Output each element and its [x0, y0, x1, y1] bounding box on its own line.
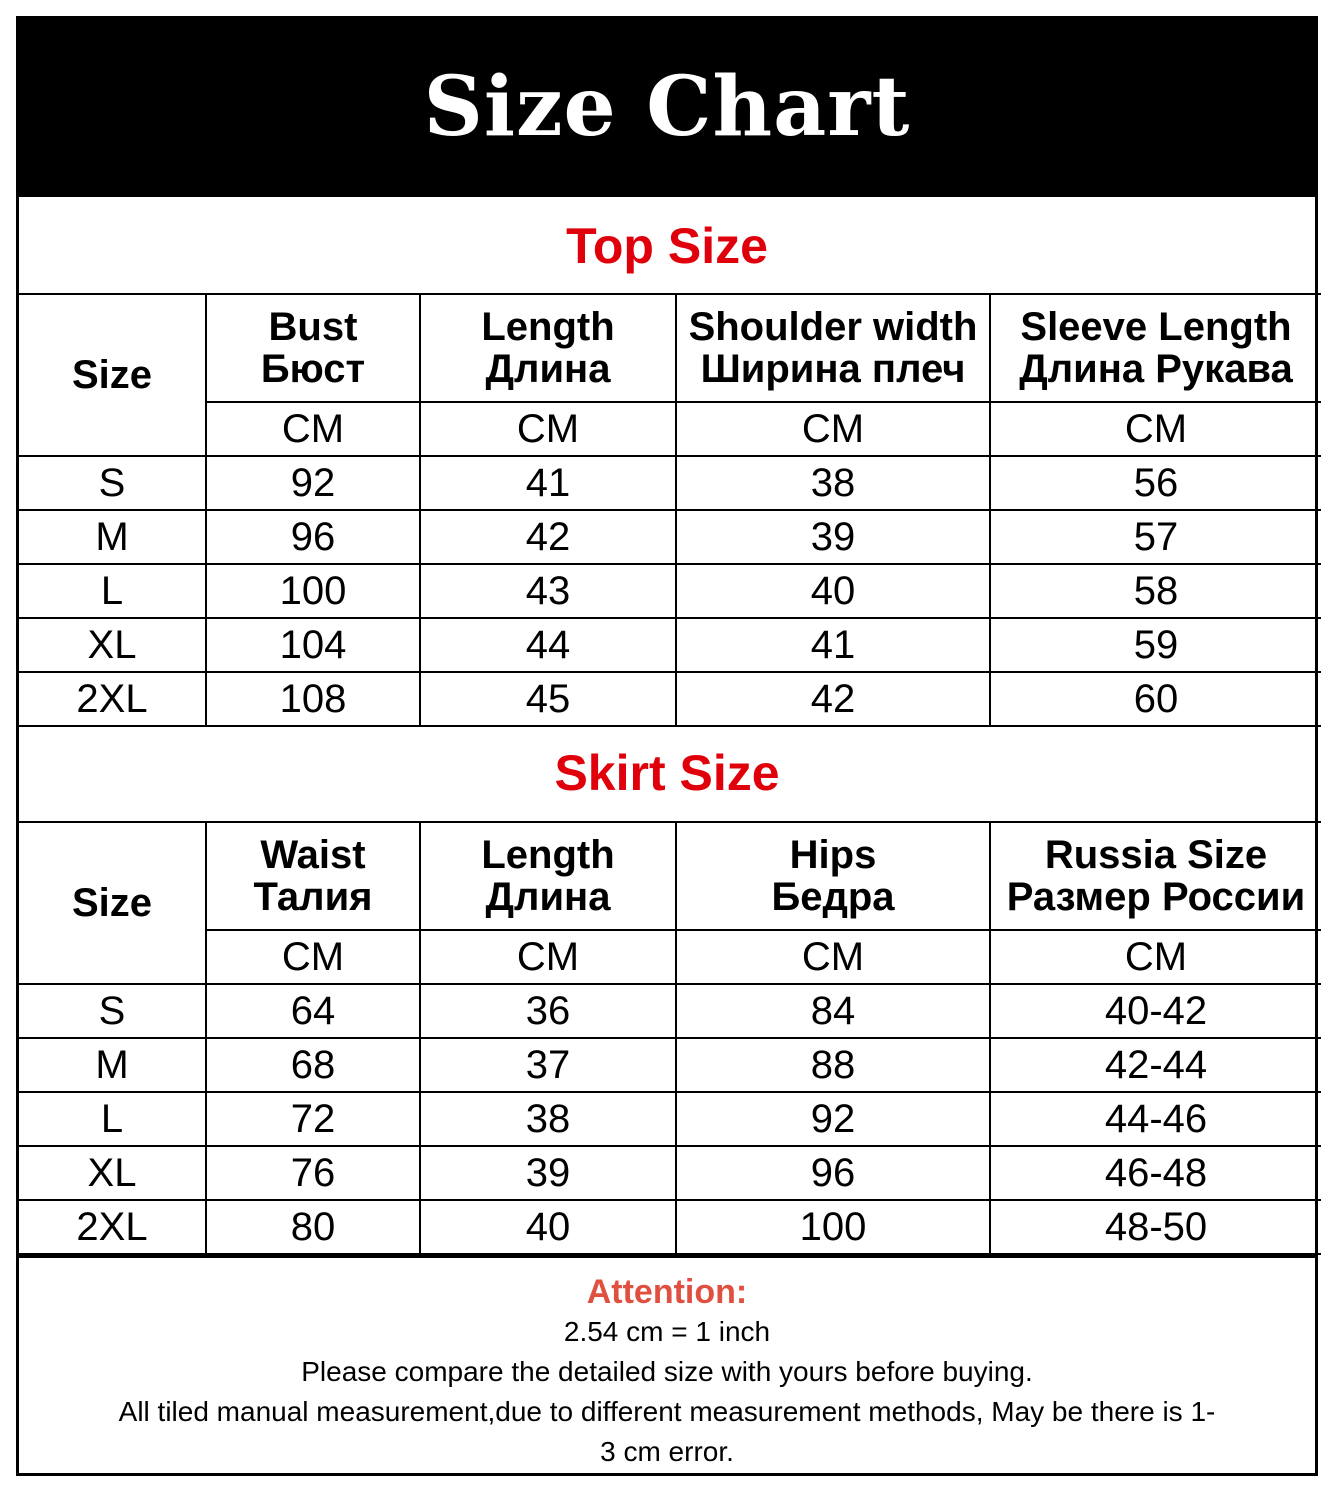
attention-line: 2.54 cm = 1 inch: [563, 1316, 771, 1347]
size-cell: M: [19, 1038, 206, 1092]
value-cell: 40-42: [990, 984, 1321, 1038]
skirt-col-header-russia-size: Russia Size Размер России: [990, 822, 1321, 930]
attention-line: All tiled manual measurement,due to different measurement methods, May be there is 1-: [118, 1396, 1216, 1427]
skirt-header-row: [19, 822, 1321, 930]
value-cell: 56: [990, 456, 1321, 510]
top-col-header-sleeve: Sleeve Length Длина Рукава: [990, 294, 1321, 402]
size-cell: L: [19, 564, 206, 618]
unit-cell: CM: [990, 402, 1321, 456]
value-cell: 59: [990, 618, 1321, 672]
table-row: [19, 1146, 1321, 1200]
attention-title: Attention:: [586, 1273, 748, 1311]
unit-cell: CM: [420, 402, 676, 456]
value-cell: 41: [676, 618, 990, 672]
value-cell: 96: [206, 510, 420, 564]
unit-cell: CM: [676, 402, 990, 456]
value-cell: 80: [206, 1200, 420, 1254]
value-cell: 45: [420, 672, 676, 726]
table-row: [19, 456, 1321, 510]
attention-section: [19, 1255, 1315, 1479]
top-col-header-bust: Bust Бюст: [206, 294, 420, 402]
table-row: [19, 1200, 1321, 1254]
top-size-table: [19, 293, 1321, 727]
top-col-header-shoulder: Shoulder width Ширина плеч: [676, 294, 990, 402]
value-cell: 92: [206, 456, 420, 510]
attention-line: 3 cm error.: [600, 1436, 734, 1467]
value-cell: 92: [676, 1092, 990, 1146]
value-cell: 46-48: [990, 1146, 1321, 1200]
value-cell: 57: [990, 510, 1321, 564]
value-cell: 84: [676, 984, 990, 1038]
page-title: Size Chart: [423, 58, 911, 155]
top-col-header-length: Length Длина: [420, 294, 676, 402]
size-cell: XL: [19, 1146, 206, 1200]
unit-cell: CM: [676, 930, 990, 984]
skirt-size-header: Size: [19, 822, 206, 984]
skirt-col-header-length: Length Длина: [420, 822, 676, 930]
value-cell: 38: [676, 456, 990, 510]
size-cell: 2XL: [19, 1200, 206, 1254]
skirt-col-header-hips: Hips Бедра: [676, 822, 990, 930]
top-size-title: Top Size: [19, 194, 1315, 294]
table-row: [19, 618, 1321, 672]
value-cell: 42-44: [990, 1038, 1321, 1092]
table-row: [19, 672, 1321, 726]
size-cell: 2XL: [19, 672, 206, 726]
top-unit-row: [19, 402, 1321, 456]
size-chart-frame: [16, 16, 1318, 1476]
value-cell: 42: [676, 672, 990, 726]
size-cell: M: [19, 510, 206, 564]
skirt-size-title: Skirt Size: [554, 745, 780, 801]
value-cell: 76: [206, 1146, 420, 1200]
table-row: [19, 1092, 1321, 1146]
value-cell: 38: [420, 1092, 676, 1146]
table-row: [19, 1038, 1321, 1092]
value-cell: 44: [420, 618, 676, 672]
value-cell: 39: [676, 510, 990, 564]
value-cell: 72: [206, 1092, 420, 1146]
value-cell: 58: [990, 564, 1321, 618]
size-cell: S: [19, 456, 206, 510]
unit-cell: CM: [990, 930, 1321, 984]
value-cell: 64: [206, 984, 420, 1038]
value-cell: 100: [206, 564, 420, 618]
value-cell: 68: [206, 1038, 420, 1092]
value-cell: 37: [420, 1038, 676, 1092]
skirt-size-table: [19, 821, 1321, 1255]
attention-line: Please compare the detailed size with yours before buying.: [301, 1356, 1033, 1387]
value-cell: 42: [420, 510, 676, 564]
value-cell: 100: [676, 1200, 990, 1254]
value-cell: 43: [420, 564, 676, 618]
unit-cell: CM: [420, 930, 676, 984]
value-cell: 40: [676, 564, 990, 618]
value-cell: 108: [206, 672, 420, 726]
title-bar: [19, 19, 1315, 194]
value-cell: 104: [206, 618, 420, 672]
top-size-header: Size: [19, 294, 206, 456]
table-row: [19, 984, 1321, 1038]
value-cell: 48-50: [990, 1200, 1321, 1254]
size-cell: S: [19, 984, 206, 1038]
top-header-row: [19, 294, 1321, 402]
skirt-col-header-waist: Waist Талия: [206, 822, 420, 930]
value-cell: 60: [990, 672, 1321, 726]
table-row: [19, 510, 1321, 564]
value-cell: 36: [420, 984, 676, 1038]
unit-cell: CM: [206, 402, 420, 456]
value-cell: 39: [420, 1146, 676, 1200]
size-cell: XL: [19, 618, 206, 672]
value-cell: 96: [676, 1146, 990, 1200]
value-cell: 44-46: [990, 1092, 1321, 1146]
unit-cell: CM: [206, 930, 420, 984]
value-cell: 41: [420, 456, 676, 510]
size-cell: L: [19, 1092, 206, 1146]
value-cell: 40: [420, 1200, 676, 1254]
table-row: [19, 564, 1321, 618]
skirt-unit-row: [19, 930, 1321, 984]
value-cell: 88: [676, 1038, 990, 1092]
